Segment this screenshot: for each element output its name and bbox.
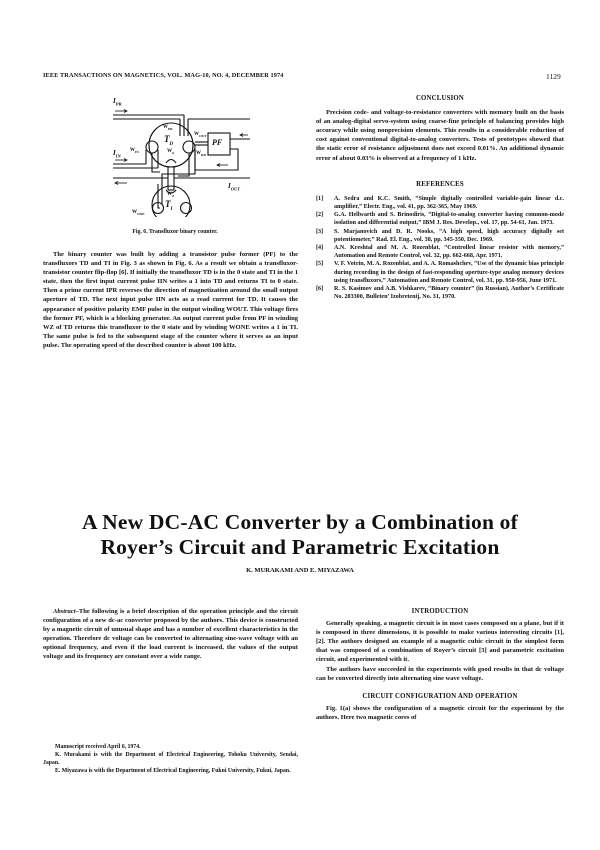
left-column-body [43,250,298,350]
page-number: 1129 [546,72,561,81]
label-t-d: $T_D$ [164,134,174,147]
reference-number: [4] [316,244,324,251]
abstract-text: –The following is a brief description of the operation principle and the circuit configuration of a new dc-ac converter proposed by the authors. This device is constructed by a magnetic circuit of unusual shape and has a number of excellent characteristics in the operation. Therefore dc voltage can be converted to alternating sine-wave voltage with an optional frequency, and even if the load current is increased, the values of the output voltage and its frequency are constant over a wide range. [43,608,298,661]
reference-number: [6] [316,285,324,292]
label-i-in: $I_{IN}$ [113,149,121,159]
reference-text: G.A. Hellwarth and S. Brinodiris, “Digital-to-analog converter having common-mode isolation and differential output,” IBM J. Res. Develop., vol. 17, pp. 54-61, Jan. 1973. [334,212,564,227]
reference-number: [1] [316,195,324,202]
running-head: IEEE TRANSACTIONS ON MAGNETICS, VOL. MAG-10, NO. 4, DECEMBER 1974 [43,72,284,79]
label-i-pr: $I_{PR}$ [113,97,122,107]
reference-text: V. F. Votrin, M. A. Rozenblat, and A. A. Romashchev, “Use of the dynamic bias principle during recording in the design of fast-responding aperture-type analog memory devices using transfluxors,” Automation and Remote Control, vol. 31, pp. 950-956, June 1971. [334,261,564,284]
reference-number: [2] [316,212,324,219]
label-t-i: $T_I$ [165,199,173,212]
circuit-heading: CIRCUIT CONFIGURATION AND OPERATION [362,692,518,700]
conclusion-heading: CONCLUSION [415,95,465,102]
introduction-block [316,607,564,722]
label-w-rd: $W_{RD}$ [196,151,207,157]
references-list [316,195,564,302]
references-heading: REFERENCES [416,180,464,188]
reference-item [316,244,564,260]
reference-text: R. S. Kasimov and A.B. Vishkarev, “Binary counter” (in Russian), Author’s Certificate No. 283300, Bulleten’ Izobretenij, No. 31, 1970. [334,285,564,301]
reference-text: S. Marjanovich and D. R. Nooks, “A high speed, high accuracy digitally set potentiometer,” Rad. El. Eng., vol. 38, pp. 345-350, Dec. 1969. [334,228,564,243]
circuit-paragraph: Fig. 1(a) shows the configuration of a magnetic circuit for the experiment by the authors. Here two magnetic cores of [316,704,564,721]
conclusion-text: Precision code- and voltage-to-resistance converters with memory built on the basis of an analog-digital servo-system using coarse-fine principle of balancing provides high accuracy while using nonprecision elements. This results in a considerable reduction of cost against conventional digital-to-analog converters. Tests of prototypes showed that the static error of resistance adjustment does not exceed 0.01%. An additional dynamic error of about 0.03% is observed at a frequency of 1 kHz. [316,109,564,162]
reference-item [316,228,564,244]
footnotes [43,744,298,776]
introduction-heading: INTRODUCTION [411,608,469,615]
label-w-one: $W_{ONE}$ [132,210,145,216]
transfluxor-counter-diagram [100,92,250,217]
reference-number: [5] [316,261,324,268]
reference-text: A.N. Kreshtal and M. A. Rozenblat, “Controlled linear resistor with memory,” Automation and Remote Control, vol. 32, pp. 662-668, Apr. 1971. [334,244,564,260]
reference-item [316,195,564,211]
reference-number: [3] [316,228,324,235]
footnote-author-2: E. Miyazawa is with the Department of Electrical Engineering, Fukui University, Fukui, Japan. [55,767,291,774]
title-line-1: A New DC-AC Converter by a Combination of [82,510,518,534]
binary-counter-paragraph: The binary counter was built by adding a transistor pulse former (PF) to the transfluxors TD and TI in Fig. 3 as shown in Fig. 6. As a result we obtain a transfluxor-transistor counter flip-flop [6]. If initially the transfluxor TD is in the 0 state and TI in the 1 state, then the first input current pulse IIN writes a 1 into TD and returns TI to 0 state. Then a prime current IPR reverses the direction of magnetization around the small output aperture of TD. The next input pulse IIN acts as a read current for TD. It causes the appearance of positive polarity EMF pulse in the output winding WOUT. This voltage fires the former PF, which is a blocking generator. An output current pulse from PF in winding WZ of TD returns this transfluxor to the 0 state and by winding WONE writes a 1 in TI. The same pulse is fed to the subsequent stage of the counter where it serves as an input pulse. The operating speed of the described counter is about 100 kHz. [43,251,298,349]
introduction-paragraph-1: Generally speaking, a magnetic circuit is in most cases composed on a plane, but if it is composed in three dimensions, it is possible to make various interesting circuits [1], [2]. The authors designed an example of a magnetic cubic circuit in the simplest form that was composed of a combination of Royer’s circuit [3] and parametric excitation circuit, and experimented with it. [316,620,564,664]
label-w-in: $W_{IN}$ [130,148,139,154]
figure-caption: Fig. 6. Transfluxor binary counter. [132,229,218,235]
right-column-top [316,94,564,301]
figure-6 [100,92,250,217]
article-title [40,510,560,560]
label-i-out: $I_{OUT}$ [228,182,240,192]
abstract-label: Abstract [53,608,76,615]
reference-item [316,211,564,227]
abstract-block [43,607,298,662]
reference-text: A. Sedra and K.C. Smith, “Simple digitally controlled variable-gain linear d.c. amplifier,” Electr. Eng., vol. 41, pp. 362-365, May 1969. [334,195,564,210]
reference-item [316,285,564,301]
article-authors: K. MURAKAMI AND E. MIYAZAWA [246,567,354,574]
reference-item [316,260,564,285]
footnote-received: Manuscript received April 6, 1974. [55,744,141,750]
footnote-author-1: K. Murakami is with the Department of Electrical Engineering, Tohoku University, Sendai, Japan. [43,751,298,766]
title-line-2: Royer’s Circuit and Parametric Excitation [100,535,500,559]
label-w-z-bottom: $W_Z$ [167,192,175,198]
introduction-paragraph-2: The authors have succeeded in the experiments with good results in that dc voltage can be converted directly into alternating sine wave voltage. [316,665,564,682]
label-w-pr: $W_{PR}$ [163,125,173,131]
label-pf: PF [212,138,223,147]
label-w-out: $W_{OUT}$ [194,132,207,138]
label-w-z-top: $W_Z$ [167,149,175,155]
